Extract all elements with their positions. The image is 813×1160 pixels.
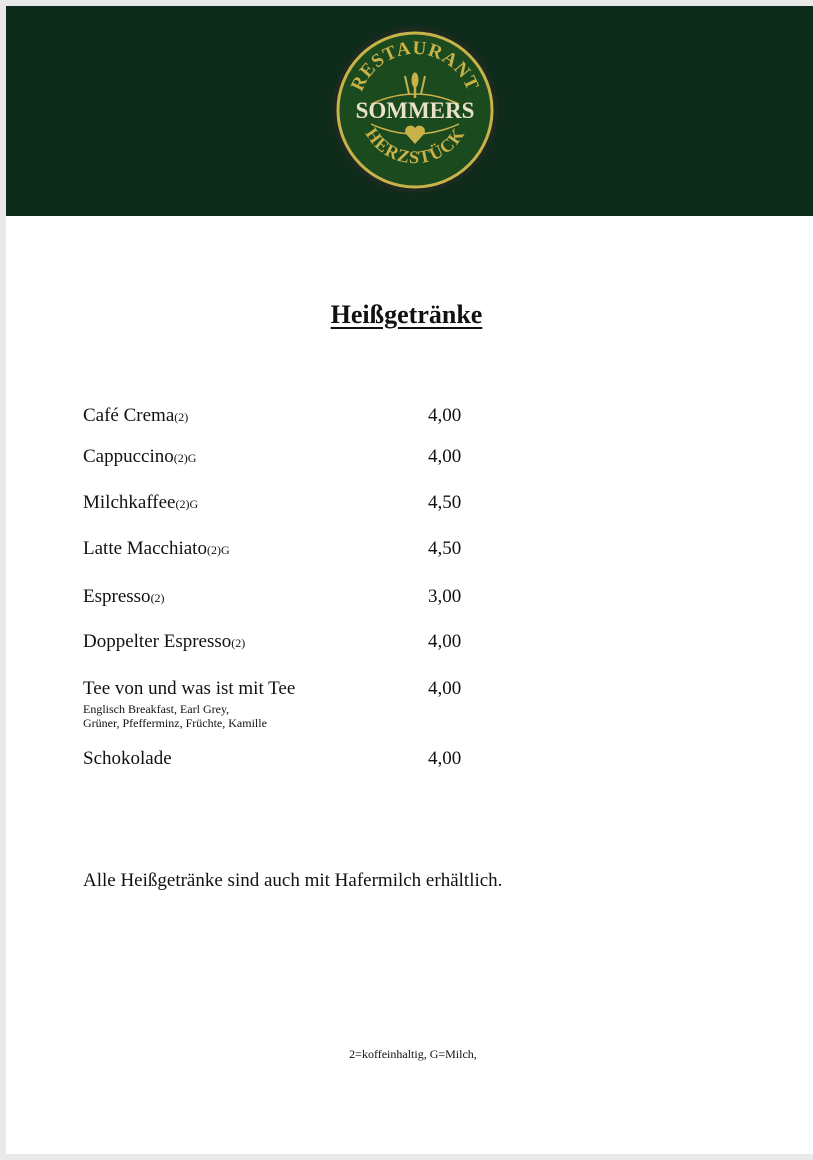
restaurant-logo <box>331 26 499 194</box>
item-code: (2)G <box>206 543 230 557</box>
item-name: Espresso <box>83 586 151 607</box>
menu-item <box>83 678 543 730</box>
menu-item <box>83 748 543 770</box>
menu-item <box>83 446 543 468</box>
item-name: Doppelter Espresso <box>83 631 232 652</box>
item-description-line: Englisch Breakfast, Earl Grey, <box>83 702 230 716</box>
menu-item <box>83 405 543 427</box>
logo-top-text: RESTAURANT <box>347 37 483 95</box>
item-code: (2)G <box>175 497 199 511</box>
item-price: 3,00 <box>428 586 462 607</box>
item-price: 4,50 <box>428 538 462 559</box>
menu-page <box>6 6 813 1154</box>
item-name: Tee von und was ist mit Tee <box>83 678 296 699</box>
item-name: Milchkaffee <box>83 492 176 513</box>
item-code: (2) <box>231 636 246 650</box>
item-name: Cappuccino <box>83 446 174 467</box>
page-title: Heißgetränke <box>330 300 483 329</box>
allergen-legend: 2=koffeinhaltig, G=Milch, <box>349 1047 477 1061</box>
item-name: Schokolade <box>83 748 172 769</box>
item-description <box>83 702 543 730</box>
item-description-line: Grüner, Pfefferminz, Früchte, Kamille <box>83 716 267 730</box>
item-price: 4,00 <box>428 446 462 467</box>
item-code: (2) <box>174 410 189 424</box>
item-code: (2)G <box>173 451 197 465</box>
item-code: (2) <box>150 591 165 605</box>
header-banner <box>6 6 813 216</box>
item-name: Latte Macchiato <box>83 538 207 559</box>
menu-item <box>83 492 543 514</box>
menu-item <box>83 586 543 608</box>
oat-milk-note: Alle Heißgetränke sind auch mit Hafermilch erhältlich. <box>83 870 503 891</box>
item-price: 4,00 <box>428 748 462 769</box>
logo-bottom-text: HERZSTÜCK <box>361 124 469 168</box>
item-price: 4,50 <box>428 492 462 513</box>
item-price: 4,00 <box>428 405 462 426</box>
menu-item <box>83 631 543 653</box>
logo-name: SOMMERS <box>355 98 475 123</box>
menu-item <box>83 538 543 560</box>
item-price: 4,00 <box>428 631 462 652</box>
item-price: 4,00 <box>428 678 462 699</box>
item-name: Café Crema <box>83 405 175 426</box>
